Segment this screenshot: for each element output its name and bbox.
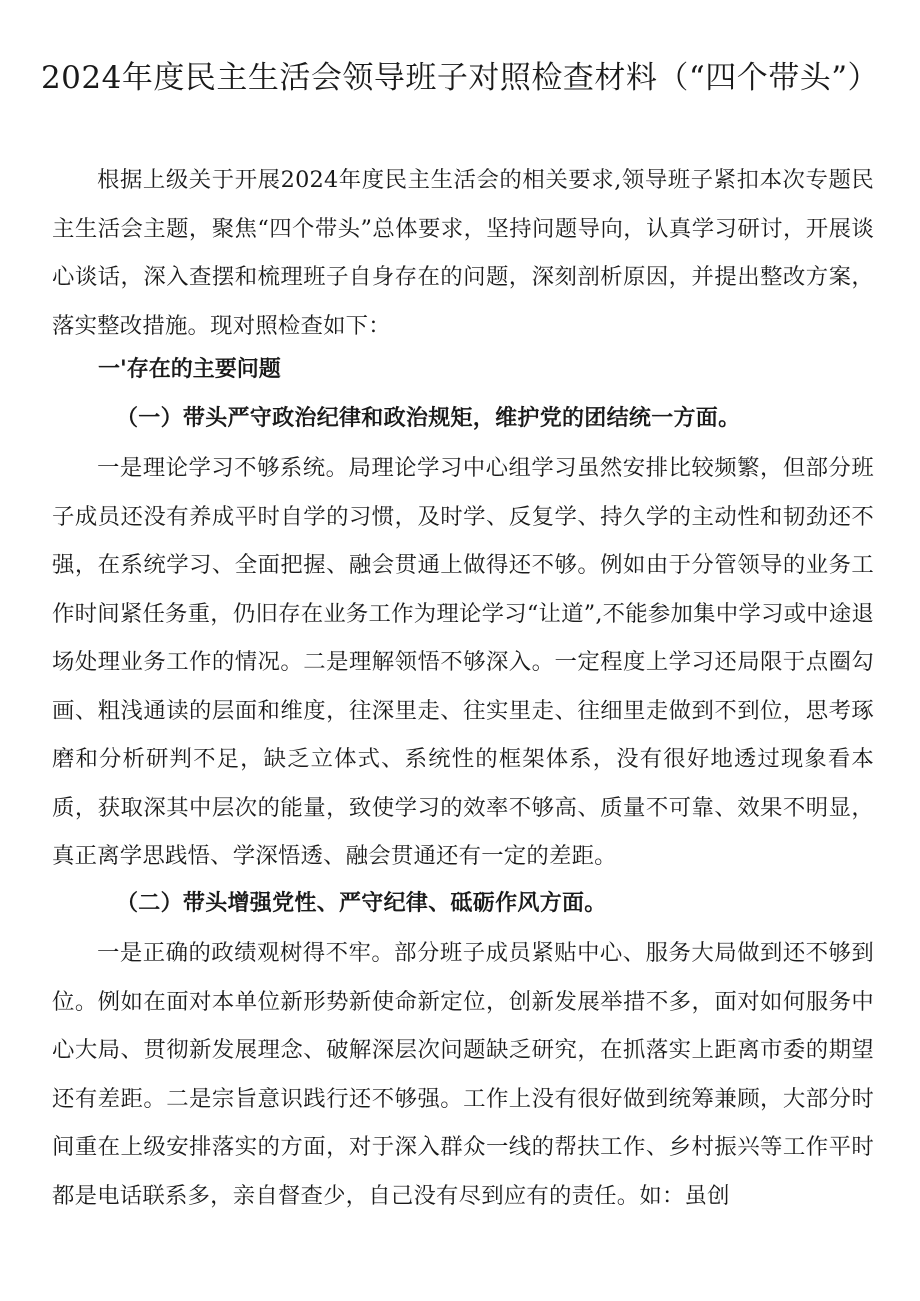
paragraph-performance-view: 一是正确的政绩观树得不牢。部分班子成员紧贴中心、服务大局做到还不够到位。例如在面对本单位新形势新使命新定位，创新发展举措不多，面对如何服务中心大局、贯彻新发展理念、破解深层次问题缺乏研究，在抓落实上距离市委的期望还有差距。二是宗旨意识践行还不够强。工作上没有很好做到统筹兼顾，大部分时间重在上级安排落实的方面，对于深入群众一线的帮扶工作、乡村振兴等工作平时都是电话联系多，亲自督查少，自己没有尽到应有的责任。如：虽创 bbox=[52, 940, 874, 1209]
subsection-heading-political-discipline: （一）带头严守政治纪律和政治规矩，维护党的团结统一方面。 bbox=[116, 405, 741, 431]
subsection-heading-party-spirit: （二）带头增强党性、严守纪律、砥砺作风方面。 bbox=[116, 890, 607, 916]
intro-paragraph: 根据上级关于开展2024年度民主生活会的相关要求,领导班子紧扣本次专题民主生活会主题，聚焦“四个带头”总体要求，坚持问题导向，认真学习研讨，开展谈心谈话，深入查摆和梳理班子自身存在的问题，深刻剖析原因，并提出整改方案，落实整改措施。现对照检查如下： bbox=[52, 167, 874, 339]
paragraph-theory-study: 一是理论学习不够系统。局理论学习中心组学习虽然安排比较频繁，但部分班子成员还没有养成平时自学的习惯，及时学、反复学、持久学的主动性和韧劲还不强，在系统学习、全面把握、融会贯通上做得还不够。例如由于分管领导的业务工作时间紧任务重，仍旧存在业务工作为理论学习“让道”,不能参加集中学习或中途退场处理业务工作的情况。二是理解领悟不够深入。一定程度上学习还局限于点圈勾画、粗浅通读的层面和维度，往深里走、往实里走、往细里走做到不到位，思考琢磨和分析研判不足，缺乏立体式、系统性的框架体系，没有很好地透过现象看本质，获取深其中层次的能量，致使学习的效率不够高、质量不可靠、效果不明显，真正离学思践悟、学深悟透、融会贯通还有一定的差距。 bbox=[52, 455, 874, 869]
document-title: 2024年度民主生活会领导班子对照检查材料（“四个带头”） bbox=[40, 60, 880, 96]
section-heading-main-problems: 一'存在的主要问题 bbox=[98, 356, 281, 382]
